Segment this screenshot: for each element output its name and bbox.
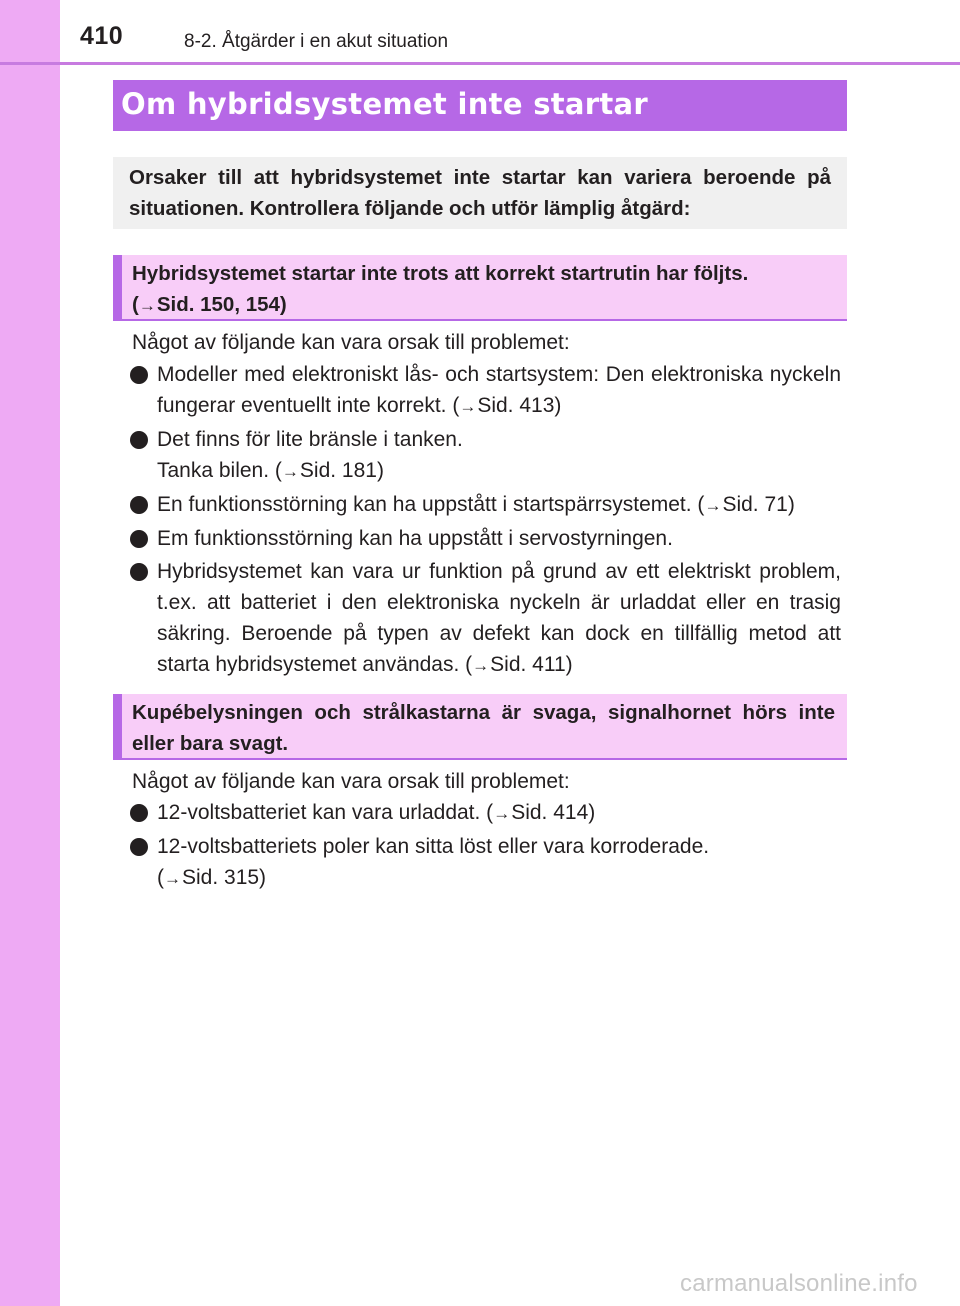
item-text: 12-voltsbatteriet kan vara urladdat. ( <box>157 801 494 824</box>
item-text-2: ( <box>157 866 164 889</box>
subheading-line1: Hybridsystemet startar inte trots att korrekt startrutin har följts. <box>132 262 749 285</box>
item-text-2: Tanka bilen. ( <box>157 459 282 482</box>
page-number: 410 <box>80 22 124 50</box>
bullet-icon <box>130 838 148 856</box>
bullet-icon <box>130 563 148 581</box>
item-text: Modeller med elektroniskt lås- och startsystem: Den elektroniska nyckeln fungerar eventuellt inte korrekt. ( <box>157 363 841 417</box>
item-text: 12-voltsbatteriets poler kan sitta löst eller vara korroderade. <box>157 835 710 858</box>
bullet-icon <box>130 431 148 449</box>
page-ref-link[interactable]: Sid. 414) <box>511 801 596 824</box>
bullet-icon <box>130 496 148 514</box>
list-item <box>130 424 841 487</box>
watermark: carmanualsonline.info <box>680 1270 918 1297</box>
arrow-icon: → <box>138 296 156 315</box>
cause-list-2 <box>130 797 841 896</box>
subheading-weak-lights: Kupébelysningen och strålkastarna är svaga, signalhornet hörs inte eller bara svagt. <box>113 694 847 760</box>
arrow-icon: → <box>493 804 511 823</box>
section-title: Om hybridsystemet inte startar <box>113 80 847 131</box>
arrow-icon: → <box>164 869 181 888</box>
intro-box: Orsaker till att hybridsystemet inte startar kan variera beroende på situationen. Kontrollera följande och utför lämplig åtgärd: <box>113 157 847 229</box>
page-ref-link[interactable]: Sid. 413) <box>477 394 562 417</box>
arrow-icon: → <box>704 496 722 515</box>
chapter-title: 8-2. Åtgärder i en akut situation <box>184 31 449 52</box>
side-tab-strip <box>0 0 60 1306</box>
bullet-icon <box>130 366 148 384</box>
page-ref-link[interactable]: Sid. 71) <box>722 493 795 516</box>
list-item <box>130 797 841 829</box>
list-item <box>130 359 841 422</box>
cause-list-1 <box>130 359 841 683</box>
page-ref-link[interactable]: Sid. 181) <box>299 459 384 482</box>
item-text: En funktionsstörning kan ha uppstått i startspärrsystemet. ( <box>157 493 705 516</box>
list-item <box>130 523 841 554</box>
page-ref-link[interactable]: Sid. 315) <box>182 866 267 889</box>
subheading-not-starting <box>113 255 847 321</box>
list-item <box>130 489 841 521</box>
bullet-icon <box>130 804 148 822</box>
list-item <box>130 556 841 681</box>
arrow-icon: → <box>281 462 299 481</box>
header-divider <box>0 62 960 65</box>
arrow-icon: → <box>472 656 490 675</box>
subheading-paren: ( <box>132 293 139 316</box>
list-item <box>130 831 841 894</box>
lead-text: Något av följande kan vara orsak till problemet: <box>132 331 570 354</box>
item-text: Em funktionsstörning kan ha uppstått i servostyrningen. <box>157 527 673 550</box>
arrow-icon: → <box>459 397 477 416</box>
item-text: Hybridsystemet kan vara ur funktion på grund av ett elektriskt problem, t.ex. att batteriet i den elektroniska nyckeln är urladdat eller en trasig säkring. Beroende på typen av defekt kan dock en tillfällig metod att starta hybridsystemet användas. ( <box>157 560 841 676</box>
item-text: Det finns för lite bränsle i tanken. <box>157 428 463 451</box>
page-ref-link[interactable]: Sid. 411) <box>490 653 573 676</box>
bullet-icon <box>130 530 148 548</box>
lead-text-2: Något av följande kan vara orsak till problemet: <box>132 770 570 793</box>
page-ref-link[interactable]: Sid. 150, 154) <box>156 293 287 316</box>
